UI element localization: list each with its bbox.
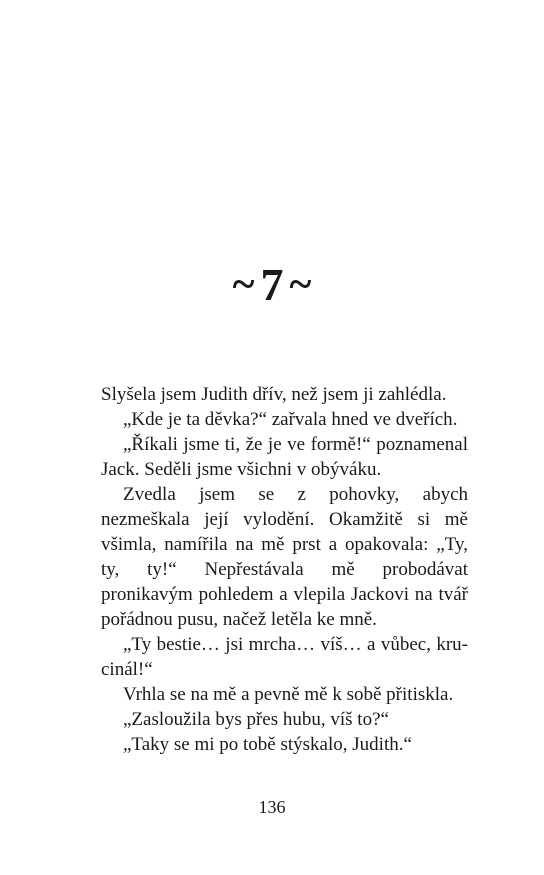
chapter-number: 7 — [260, 259, 284, 311]
paragraph: „Zasloužila bys přes hubu, víš to?“ — [123, 709, 389, 730]
paragraph: „Říkali jsme ti, že je ve formě!“ poznamenal Jack. Seděli jsme všichni v obýváku. — [101, 434, 468, 480]
paragraph: „Kde je ta děvka?“ zařvala hned ve dveřích. — [123, 409, 458, 430]
chapter-heading — [0, 258, 544, 312]
chapter-body — [101, 382, 468, 757]
paragraph: Zvedla jsem se z pohovky, abych nezmeškala její vylodění. Okamžitě si mě všimla, namířila na mě prst a opakovala: „Ty, ty, ty!“ Nepřestávala mě probodávat pronikavým pohledem a vlepila Jackovi na tvář pořádnou pusu, načež letěla ke mně. — [101, 484, 468, 630]
paragraph: „Ty bestie… jsi mrcha… víš… a vůbec, krucinál!“ — [101, 634, 468, 680]
paragraph: Slyšela jsem Judith dřív, než jsem ji zahlédla. — [101, 384, 447, 405]
page-number: 136 — [258, 797, 286, 817]
chapter-tilde-right: ~ — [289, 262, 312, 309]
chapter-tilde-left: ~ — [232, 262, 255, 309]
paragraph: Vrhla se na mě a pevně mě k sobě přitiskla. — [123, 684, 454, 705]
paragraph: „Taky se mi po tobě stýskalo, Judith.“ — [123, 734, 412, 755]
